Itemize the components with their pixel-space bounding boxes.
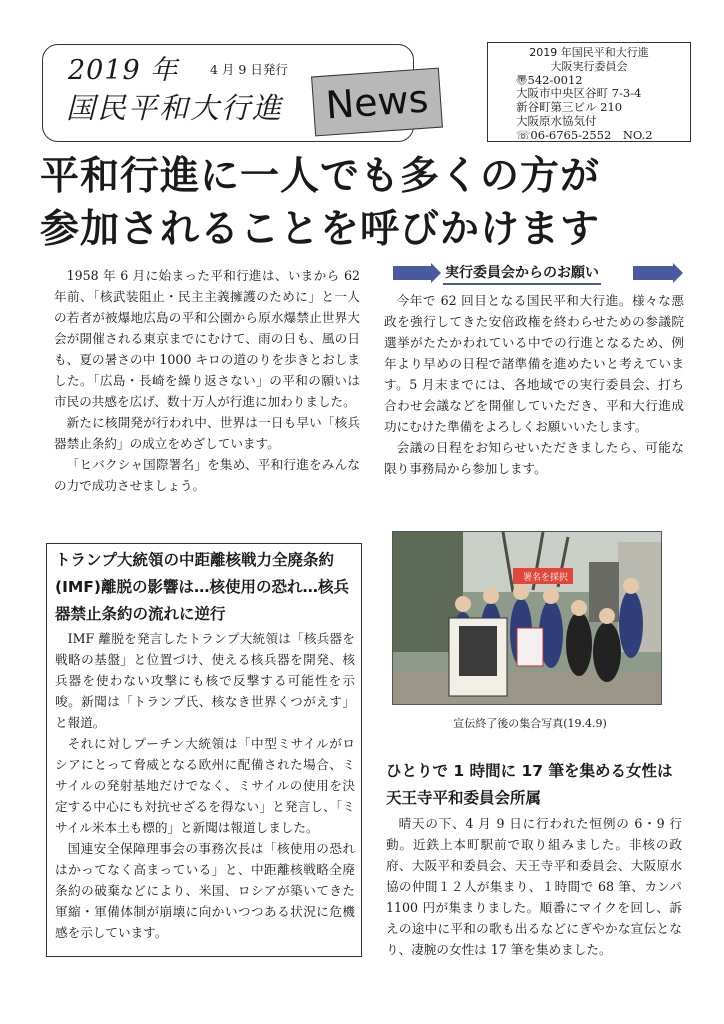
issue-date: 4 月 9 日発行 — [210, 62, 288, 77]
intro-article — [54, 265, 360, 496]
intro-paragraph-2: 新たに核開発が行われ中、世界は一日も早い「核兵器禁止条約」の成立をめざしています。 — [54, 415, 360, 451]
intro-paragraph-3: 「ヒバクシャ国際署名」を集め、平和行進をみんなの力で成功させましょう。 — [54, 457, 360, 493]
request-paragraph-2: 会議の日程をお知らせいただきましたら、可能な限り事務局から参加します。 — [384, 440, 684, 476]
org-phone: ☏06-6765-2552 NO.2 — [516, 127, 653, 142]
org-office: 大阪原水協気付 — [516, 113, 597, 128]
inf-paragraph-2: それに対しプーチン大統領は「中型ミサイルがロシアにとって脅威となる欧州に配備された場合、ミサイルの発射基地だけでなく、ミサイルの使用を決定する中心にも対抗せざるを得ない」と発言し、「ミサイル米本土も標的」と新聞は報道しました。 — [55, 736, 355, 835]
org-address2: 新谷町第三ビル 210 — [516, 100, 623, 115]
arrow-right-icon — [393, 266, 431, 280]
org-postal: 〠542-0012 — [516, 72, 583, 87]
org-name-line2: 大阪実行委員会 — [550, 59, 628, 73]
series-title: 国民平和大行進 — [66, 91, 284, 125]
request-header — [393, 262, 673, 286]
group-photo-illustration — [393, 532, 661, 704]
arrow-right-icon — [633, 266, 673, 280]
tennoji-article-title: ひとりで 1 時間に 17 筆を集める女性は天王寺平和委員会所属 — [386, 762, 673, 807]
news-label: News — [324, 76, 430, 128]
request-paragraph-1: 今年で 62 回目となる国民平和大行進。様々な悪政を強行してきた安倍政権を終わらせための参議院選挙がたたかわれている中での行進となるため、例年より早めの日程で諸準備を進めたいと考えています。5 月末までには、各地域での実行委員会、打ち合わせ会議などを開催していただき、平和大行進成功にむけた準備をよろしくお願いいたします。 — [384, 293, 684, 434]
intro-paragraph-1: 1958 年 6 月に始まった平和行進は、いまから 62 年前、「核武装阻止・民主主義擁護のために」と一人の若者が被爆地広島の平和公園から原水爆禁止世界大会が開催される東京までにむけて、雨の日も、風の日も、夏の暑さの中 1000 キロの道のりを歩きとおしました。「広島・長崎を繰り返さない」の平和の願いは市民の共感を広げ、数十万人が行進に加わりました。 — [54, 268, 360, 409]
news-badge — [311, 68, 443, 137]
tennoji-paragraph-1: 晴天の下、4 月 9 日に行われた恒例の 6・9 行動。近鉄上本町駅前で取り組みました。非核の政府、大阪平和委員会、天王寺平和委員会、大阪原水協の仲間１２人が集まり、１時間で 68 筆、カンパ 1100 円が集まりました。順番にマイクを回し、訴えの途中に平和の歌も出るなどにぎやかな宣伝となり、凄腕の女性は 17 筆を集めました。 — [386, 816, 682, 957]
inf-article-title: トランプ大統領の中距離核戦力全廃条約(IMF)離脱の影響は…核使用の恐れ…核兵器禁止条約の流れに逆行 — [55, 551, 349, 623]
photo-caption: 宣伝終了後の集合写真(19.4.9) — [453, 717, 607, 730]
org-address1: 大阪市中央区谷町 7-3-4 — [516, 86, 642, 101]
tennoji-article-body — [386, 813, 682, 960]
headline-line1: 平和行進に一人でも多くの方が — [40, 154, 601, 199]
masthead-year: 2019 年 — [68, 55, 179, 86]
request-article — [384, 290, 684, 479]
inf-article-body — [55, 628, 355, 943]
group-photo — [392, 531, 662, 705]
headline — [40, 150, 710, 256]
org-name-line1: 2019 年国民平和大行進 — [529, 46, 649, 59]
inf-paragraph-3: 国連安全保障理事会の事務次長は「核使用の恐れはかってなく高まっている」と、中距離核戦略全廃条約の破棄などにより、米国、ロシアが築いてきた軍縮・軍備体制が崩壊に向かいつつある状況に危機感を示しています。 — [55, 841, 355, 940]
headline-line2: 参加されることを呼びかけます — [40, 207, 601, 252]
request-title: 実行委員会からのお願い — [443, 262, 601, 285]
inf-paragraph-1: IMF 離脱を発言したトランプ大統領は「核兵器を戦略の基盤」と位置づけ、使える核兵器を開発、核兵器を使わない攻撃にも核で反撃する可能性を示唆。新聞は「トランプ氏、核なき世界くつがえす」と報道。 — [55, 631, 355, 730]
photo-banner-text: 署名を採択 — [523, 573, 569, 583]
organization-info — [487, 42, 691, 142]
